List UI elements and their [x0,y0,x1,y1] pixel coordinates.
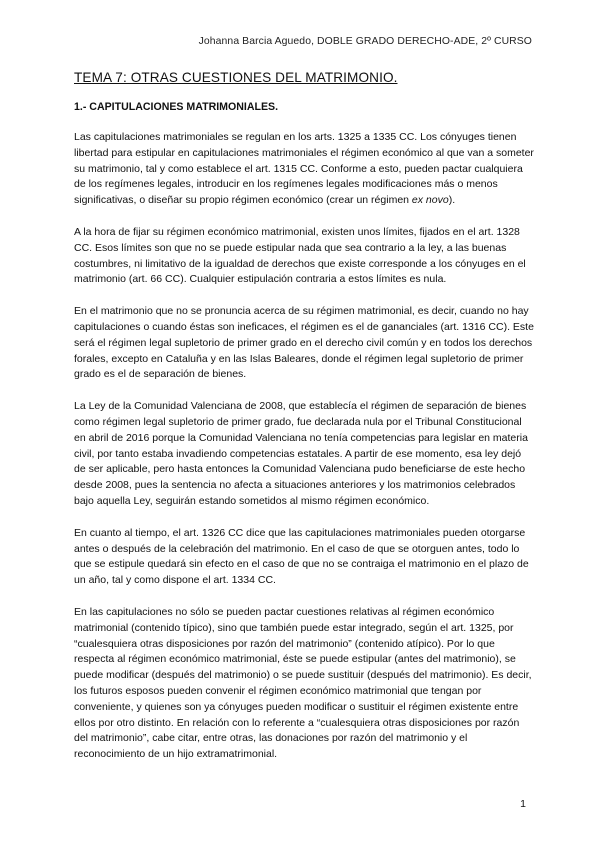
page-content [74,70,534,779]
paragraph-4: La Ley de la Comunidad Valenciana de 2008, que establecía el régimen de separación de bienes como régimen legal supletorio de primer grado, fue declarada nula por el Tribunal Constitucional en abril de 2016 porque la Comunidad Valenciana no tenía competencias para legislar en materia civil, por tanto estaba invadiendo competencias estatales. A partir de ese momento, esa ley dejó de ser aplicable, pero hasta entonces la Comunidad Valenciana pudo beneficiarse de este hecho desde 2008, pues la sentencia no afecta a situaciones anteriores y los matrimonios celebrados bajo aquella Ley, seguirán estando sometidos al mismo régimen económico. [74,400,528,507]
paragraph-6: En las capitulaciones no sólo se pueden pactar cuestiones relativas al régimen económico matrimonial (contenido típico), sino que también puede estar integrado, según el art. 1325, por “cualesquiera otras disposiciones por razón del matrimonio” (contenido atípico). Por lo que respecta al régimen económico matrimonial, éste se puede estipular (antes del matrimonio), se puede modificar (después del matrimonio) o se puede sustituir (después del matrimonio). Es decir, los futuros esposos pueden convenir el régimen económico matrimonial que tengan por conveniente, y quienes son ya cónyuges pueden modificar o sustituir el régimen existente entre ellos por otro distinto. En relación con lo referente a “cualesquiera otras disposiciones por razón del matrimonio”, cabe citar, entre otras, las donaciones por razón del matrimonio y el reconocimiento de un hijo extramatrimonial. [74,605,532,761]
paragraph-2: A la hora de fijar su régimen económico matrimonial, existen unos límites, fijados en el art. 1328 CC. Esos límites son que no se puede estipular nada que sea contrario a la ley, a las buenas costumbres, ni limitativo de la igualdad de derechos que existe corresponde a los cónyuges en el matrimonio (art. 66 CC). Cualquier estipulación contraria a estos límites es nula. [74,225,526,286]
document-title: TEMA 7: OTRAS CUESTIONES DEL MATRIMONIO. [74,70,398,85]
page-number: 1 [520,798,526,810]
paragraph-1-ending: ). [448,194,456,207]
paragraph-5: En cuanto al tiempo, el art. 1326 CC dice que las capitulaciones matrimoniales pueden otorgarse antes o después de la celebración del matrimonio. En el caso de que se otorguen antes, todo lo que se estipule quedará sin efecto en el caso de que no se contraiga el matrimonio en el plazo de un año, tal y como dispone el art. 1334 CC. [74,526,529,587]
paragraph-3: En el matrimonio que no se pronuncia acerca de su régimen matrimonial, es decir, cuando no hay capitulaciones o cuando éstas son ineficaces, el régimen es el de gananciales (art. 1316 CC). Este será el régimen legal supletorio de primer grado en el derecho civil común y en todos los derechos forales, excepto en Cataluña y en las Islas Baleares, donde el régimen legal supletorio de primer grado es el de separación de bienes. [74,305,534,381]
section-heading: 1.- CAPITULACIONES MATRIMONIALES. [74,101,279,113]
paragraph-1 [74,130,534,209]
page-header: Johanna Barcia Aguedo, DOBLE GRADO DERECHO-ADE, 2º CURSO [198,36,532,47]
paragraph-1-italic-term: ex novo [411,194,449,207]
paragraph-1-text: Las capitulaciones matrimoniales se regulan en los arts. 1325 a 1335 CC. Los cónyuges tienen libertad para estipular en capitulaciones matrimoniales el régimen económico al que van a someter su matrimonio, tal y como establece el art. 1315 CC. Conforme a esto, pueden pactar cualquiera de los regímenes legales, introducir en los regímenes legales modificaciones más o menos significativas, o diseñar su propio régimen económico (crear un régimen [74,131,534,207]
